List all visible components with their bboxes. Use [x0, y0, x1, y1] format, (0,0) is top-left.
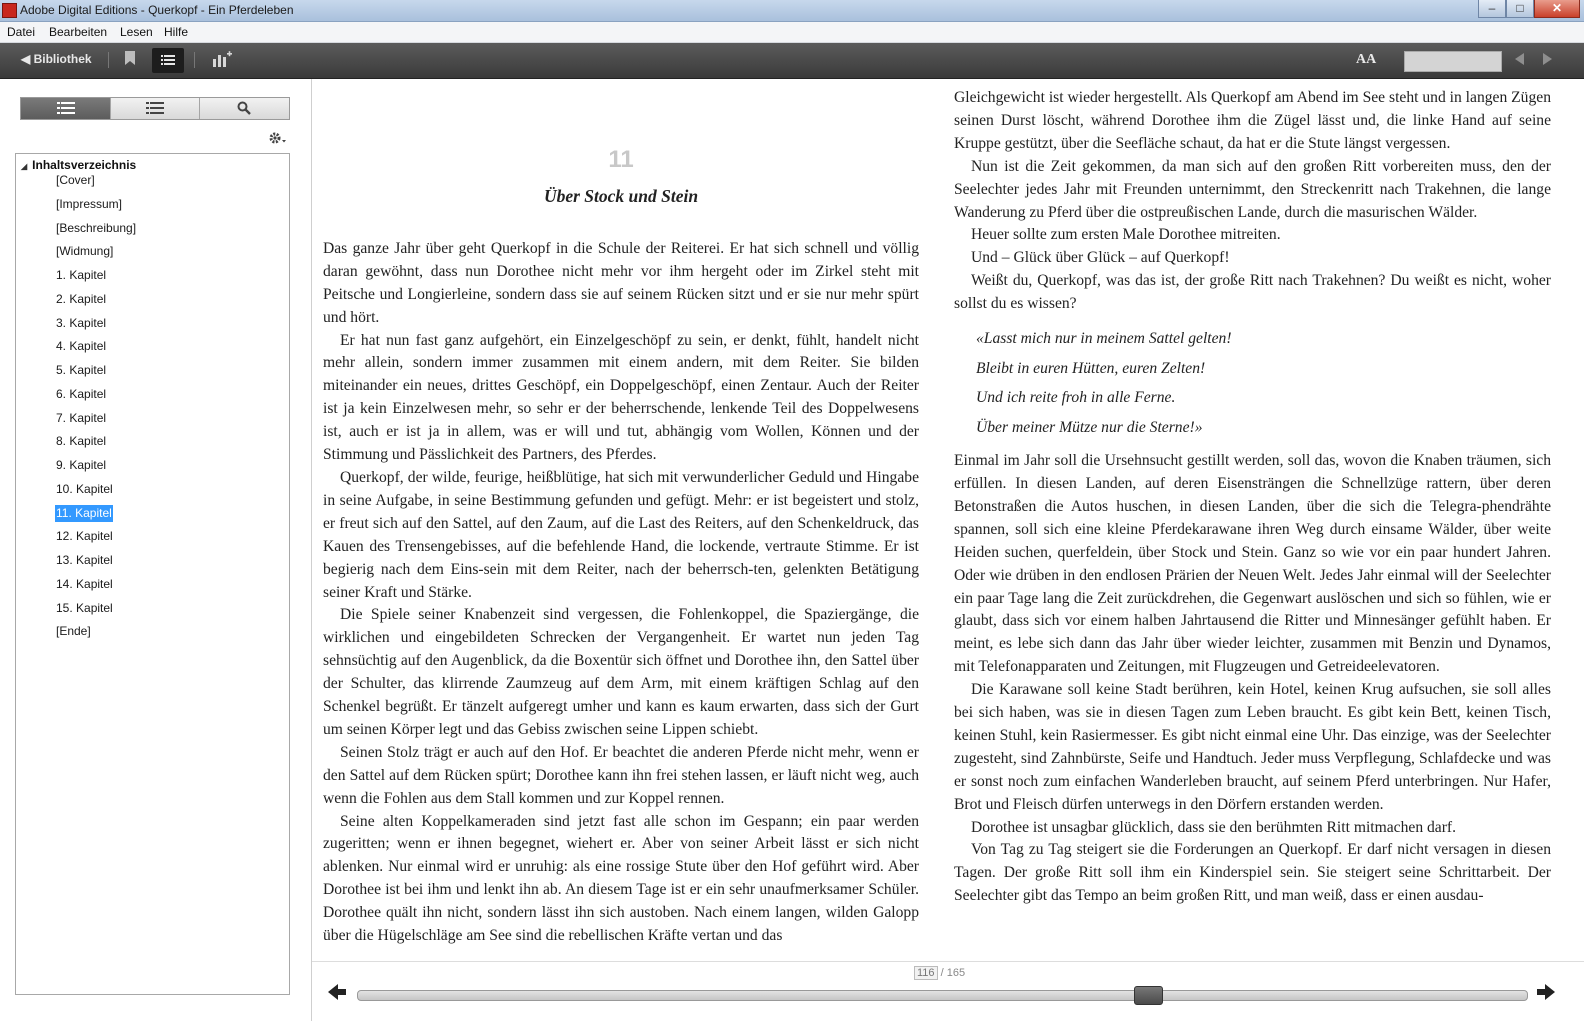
page-navigation-bar — [312, 961, 1584, 1022]
toolbar-separator — [194, 52, 195, 68]
bar-chart-plus-icon[interactable] — [212, 51, 232, 70]
toc-item[interactable]: 2. Kapitel — [56, 291, 107, 306]
paragraph: Die Karawane soll keine Stadt berühren, kein Hotel, keinen Krug aufsuchen, sie soll alles bei sich haben, was sie in diesen Tagen zum Leben braucht. Es gibt kein Bett, keinen Tisch, keinen Stuhl, kein Rasiermesser. Es gibt nicht einmal eine Uhr. Das einzige, was der Seelechter zugesteht, sind Zahnbürste, Seife und Handtuch. Jeder muss Verpflegung, Schlafdecke und was er sonst noch zum einfachen Wanderleben braucht, auf seinem Pferd unterbringen. Nur Hafer, Brot und Fleisch dürfen unterwegs in den Dörfern erstanden werden. — [954, 681, 1551, 813]
current-page-field[interactable]: 116 — [914, 966, 938, 980]
sidebar — [0, 79, 312, 1021]
poem-line: «Lasst mich nur in meinem Sattel gelten! — [976, 330, 1232, 348]
toc-view-button[interactable] — [152, 48, 184, 73]
paragraph: Er hat nun fast ganz aufgehört, ein Einzelgeschöpf zu sein, er denkt, fühlt, handelt nicht mehr allein, sondern immer zusammen mit einem andern, mit dem Reiter. Sie bilden miteinander ein neues, drittes Geschöpf, ein Doppelgeschöpf, einen Zentaur. Auch der Reiter ist ja kein Einzelwesen mehr, so sehr er der beherrschende, lenkende Teil des Doppelwesens ist, auch er ist ja in allem, was er will und tut, abhängig vom Wollen, Können und der Stimmung und Pässlichkeit des Partners, des Pferdes. — [323, 331, 919, 464]
toc-panel — [15, 153, 290, 995]
paragraph: Nun ist die Zeit gekommen, da man sich auf den großen Ritt vorbereiten muss, den der Seelechter jedes Jahr mit Freunden unternimmt, den Streckenritt nach Trakehnen, die lange Wanderung zu Pferd über die ostpreußischen Lande, durch die masurischen Wälder. — [954, 157, 1551, 221]
list-icon — [152, 48, 184, 73]
poem-line: Bleibt in euren Hütten, euren Zelten! — [976, 359, 1206, 377]
bookmark-list-icon — [146, 102, 164, 114]
toolbar — [0, 43, 1584, 79]
paragraph: Weißt du, Querkopf, was das ist, der große Ritt nach Trakehnen? Du weißt es nicht, woher sollst du es wissen? — [954, 272, 1551, 313]
toc-item[interactable]: 7. Kapitel — [56, 410, 107, 425]
reading-pane — [312, 79, 1584, 961]
page-indicator — [914, 966, 965, 980]
search-input[interactable] — [1404, 51, 1502, 72]
paragraph: Gleichgewicht ist wieder hergestellt. Als Querkopf am Abend im See steht und in langen Zügen seinen Durst löscht, während Dorothee ihm die Zügel lässt und, die linke Hand auf seine Kruppe gestützt, über die Seefläche schaut, da hat er die Stute längst vergessen. — [954, 89, 1551, 152]
poem-line: Über meiner Mütze nur die Sterne!» — [976, 418, 1203, 436]
menu-bar — [0, 22, 1584, 43]
contents-list-icon — [57, 102, 75, 114]
paragraph: Von Tag zu Tag steigert sie die Forderungen an Querkopf. Er darf nicht versagen in diesen Tagen. Der große Ritt soll ihm ein Kinderspiel sein. Sie steigert seine Schrittarbeit. Der Seelechter gibt das Tempo an beim großen Ritt, und man weiß, dass er einen ausdau- — [954, 841, 1551, 905]
toc-item[interactable]: 14. Kapitel — [56, 576, 113, 591]
toc-item[interactable]: 11. Kapitel — [56, 505, 112, 520]
library-button[interactable]: ◀ Bibliothek — [21, 52, 92, 66]
toc-item[interactable]: 15. Kapitel — [56, 600, 113, 615]
poem-line: Und ich reite froh in alle Ferne. — [976, 389, 1176, 407]
menu-datei[interactable]: Datei — [7, 25, 36, 39]
page-left — [323, 79, 919, 948]
sidebar-tabs — [20, 97, 290, 120]
tab-contents[interactable] — [21, 98, 111, 119]
minimize-button[interactable]: – — [1478, 0, 1506, 18]
page-slider-handle[interactable] — [1134, 986, 1163, 1005]
toolbar-separator — [108, 52, 109, 68]
paragraph: Seinen Stolz trägt er auch auf den Hof. Er beachtet die anderen Pferde nicht mehr, wenn er den Sattel auf dem Rücken spürt; Dorothee kann ihn frei stehen lassen, er läuft nicht weg, auch wenn die Fohlen aus dem Stall kommen und zur Koppel rennen. — [323, 743, 919, 807]
toc-item[interactable]: 3. Kapitel — [56, 315, 107, 330]
menu-hilfe[interactable]: Hilfe — [164, 25, 189, 39]
toc-item[interactable]: 12. Kapitel — [56, 529, 113, 544]
poem — [976, 324, 1551, 442]
toc-item[interactable]: [Cover] — [56, 173, 95, 187]
toc-item[interactable]: [Widmung] — [56, 244, 114, 259]
toc-item[interactable]: 4. Kapitel — [56, 339, 107, 354]
search-icon — [237, 101, 251, 115]
gear-icon[interactable] — [268, 131, 286, 148]
toc-item[interactable]: 10. Kapitel — [56, 481, 113, 496]
tab-bookmarks[interactable] — [110, 98, 200, 119]
bookmark-icon[interactable] — [125, 51, 135, 68]
toc-item[interactable]: 5. Kapitel — [56, 363, 107, 377]
tab-search[interactable] — [199, 98, 288, 119]
toc-item[interactable]: 1. Kapitel — [56, 268, 107, 282]
toc-header[interactable] — [21, 158, 136, 172]
menu-bearbeiten[interactable]: Bearbeiten — [49, 25, 108, 39]
app-icon — [2, 3, 17, 18]
total-pages: / 165 — [940, 967, 966, 979]
paragraph: Dorothee ist unsagbar glücklich, dass sie den berühmten Ritt mitmachen darf. — [971, 818, 1457, 836]
chapter-number: 11 — [608, 146, 634, 173]
paragraph: Das ganze Jahr über geht Querkopf in die Schule der Reiterei. Er hat sich schnell und völlig daran gewöhnt, dass nun Dorothee nicht mehr vor ihm hergeht oder im Zirkel steht mit Peitsche und Longierleine, sondern dass sie auf seinem Rücken sitzt und er sie nur mehr spürt und hört. — [323, 239, 919, 326]
collapse-triangle-icon[interactable]: ◢ — [21, 162, 28, 171]
title-bar — [0, 0, 1584, 22]
toc-item[interactable]: 9. Kapitel — [56, 458, 107, 472]
menu-lesen[interactable]: Lesen — [120, 25, 153, 39]
toc-item[interactable]: [Ende] — [56, 624, 91, 639]
toc-item[interactable]: 6. Kapitel — [56, 386, 107, 401]
paragraph: Die Spiele seiner Knabenzeit sind vergessen, die Fohlenkoppel, die Spaziergänge, die wirklichen und eingebildeten Schrecken der Vergangenheit. Er wartet nun jeden Tag sehnsüchtig auf den Augenblick, da die Boxentür sich öffnet und Dorothee ihn, den Sattel über der Schulter, das klirrende Zaumzeug auf dem Arm, mit einem kräftigen Schlag auf den Schenkel begrüßt. Er tänzelt aufgeregt umher und kann es kaum erwarten, dass sich der Gurt um seinen Körper legt und das Gebiss zwischen seine Lippen schiebt. — [323, 606, 919, 738]
next-page-icon[interactable] — [1537, 984, 1555, 1005]
toc-item[interactable]: 8. Kapitel — [56, 434, 107, 449]
window-controls — [1478, 0, 1580, 18]
paragraph: Einmal im Jahr soll die Ursehnsucht gestillt werden, soll das, wovon die Knaben träumen, sich erfüllen. In diesen Landen, auf deren Eisensträngen die Schnellzüge rattern, über deren Betonstraßen die Autos huschen, in diesen Landen, über die sich die Telegra-phendrähte spannen, soll sich eine kleine Pferdekarawane ihren Weg durch einsame Wälder, über weite Heiden suchen, querfeldein, über Stock und Stein. Ganz so wie vor ein paar hundert Jahren. Oder wie drüben in den endlosen Prärien der Neuen Welt. Jedes Jahr einmal will der Seelechter ein paar Tage lang die Zeit zurückdrehen, die Gegenwart auslöschen und sich so fühlen, wie er glaubt, dass sich vor einem halben Jahrtausend die Ritter und Minnesänger gefühlt haben. Er meint, es lebe sich dann das Jahr über wieder leichter, zusammen mit Benzin und Dynamos, mit Telefonapparaten und Zeitungen, mit Flugzeugen und Getreideelevatoren. — [954, 452, 1551, 676]
previous-result-icon[interactable] — [1513, 52, 1525, 69]
window-title: Adobe Digital Editions - Querkopf - Ein Pferdeleben — [20, 3, 294, 17]
close-button[interactable]: ✕ — [1534, 0, 1580, 18]
paragraph: Seine alten Koppelkameraden sind jetzt fast alle schon im Gespann; ein paar werden zugeritten; wenn er ihnen begegnet, wiehert er. Aber von seiner Arbeit lässt er sich nicht ablenken. Nur einmal wird er unruhig: als eine rossige Stute über den Hof geführt wird. Aber Dorothee ist bei ihm und lenkt ihn ab. An diesem Tage ist er ein sehr unaufmerksamer Schüler. Dorothee quält ihn nicht, sondern lässt ihn sich austoben. Nach einem langen, wilden Galopp über die Hügelschläge am See sind die rebellischen Kräfte vertan und das — [323, 812, 919, 945]
toc-header-label: Inhaltsverzeichnis — [32, 158, 137, 172]
paragraph: Heuer sollte zum ersten Male Dorothee mitreiten. — [971, 226, 1281, 244]
maximize-button[interactable]: □ — [1506, 0, 1534, 18]
page-right — [954, 87, 1551, 908]
toc-item[interactable]: [Beschreibung] — [56, 220, 137, 235]
previous-page-icon[interactable] — [328, 984, 346, 1005]
page-slider-track[interactable] — [357, 990, 1528, 1001]
chapter-title: Über Stock und Stein — [543, 186, 699, 206]
font-size-button[interactable]: AA — [1356, 52, 1377, 67]
paragraph: Und – Glück über Glück – auf Querkopf! — [971, 249, 1230, 267]
toc-item[interactable]: [Impressum] — [56, 196, 123, 211]
toc-item[interactable]: 13. Kapitel — [56, 553, 113, 567]
paragraph: Querkopf, der wilde, feurige, heißblütige, hat sich mit verwunderlicher Geduld und Hingabe in seine Aufgabe, in seine Bestimmung gefunden und gefügt. Mehr: er ist begeistert und stolz, er freut sich auf den Sattel, auf den Zaum, auf die Last des Reiters, auf den Schenkeldruck, das Kauen des Trensengebisses, auf die befehlende Hand, die lockende, vertraute Stimme. Er ist begierig nach dem Eins-sein mit dem Reiter, nach der beherrsch-ten, gelenkten Betätigung seiner Kraft und Stärke. — [323, 468, 919, 601]
next-result-icon[interactable] — [1542, 52, 1554, 69]
